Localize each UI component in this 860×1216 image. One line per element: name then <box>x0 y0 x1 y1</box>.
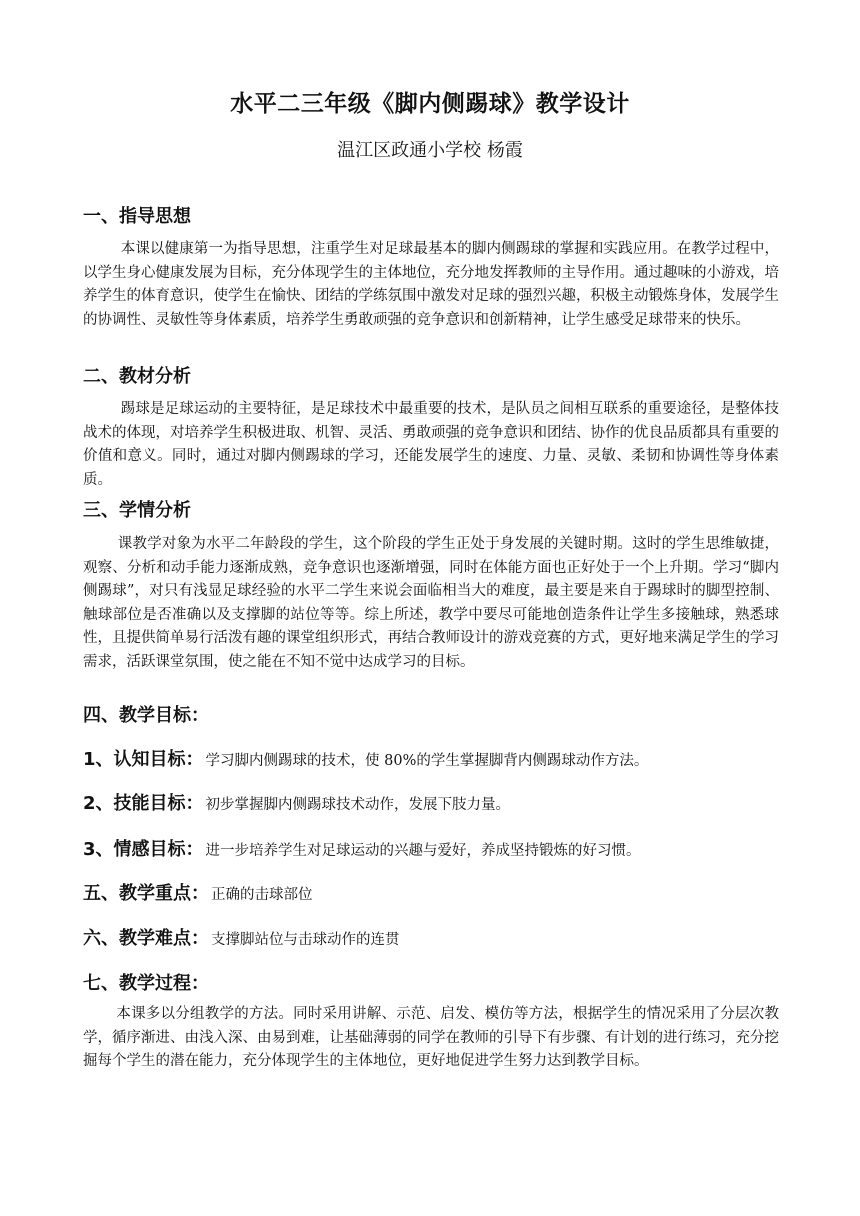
objective-skill-label: 2、技能目标： <box>83 793 204 814</box>
section-heading-material: 二、教材分析 <box>83 366 191 387</box>
section-heading-process: 七、教学过程： <box>83 973 209 994</box>
section-body-material: 踢球是足球运动的主要特征，是足球技术中最重要的技术，是队员之间相互联系的重要途径，是整体技战术的体现，对培养学生积极进取、机智、灵活、勇敢顽强的竞争意识和团结、协作的优良品质都具有重要的价值和意义。同时，通过对脚内侧踢球的学习，还能发展学生的速度、力量、灵敏、柔韧和协调性等身体素质。 <box>83 401 779 488</box>
section-heading-students: 三、学情分析 <box>83 500 191 521</box>
objective-skill <box>83 790 510 819</box>
document-title: 水平二三年级《脚内侧踢球》教学设计 <box>230 91 630 117</box>
teaching-difficulty <box>83 925 400 954</box>
objective-affective <box>83 836 641 865</box>
teaching-key-point <box>83 880 313 909</box>
objective-skill-text: 初步掌握脚内侧踢球技术动作，发展下肢力量。 <box>205 797 511 813</box>
section-body-guiding: 本课以健康第一为指导思想，注重学生对足球最基本的脚内侧踢球的掌握和实践应用。在教学过程中，以学生身心健康发展为目标，充分体现学生的主体地位，充分地发挥教师的主导作用。通过趣味的小游戏，培养学生的体育意识，使学生在愉快、团结的学练氛围中激发对足球的强烈兴趣，积极主动锻炼身体，发展学生的协调性、灵敏性等身体素质，培养学生勇敢顽强的竞争意识和创新精神，让学生感受足球带来的快乐。 <box>83 241 779 328</box>
teaching-difficulty-label: 六、教学难点： <box>83 928 209 949</box>
teaching-key-point-label: 五、教学重点： <box>83 883 209 904</box>
document-author: 温江区政通小学校 杨霞 <box>337 140 523 161</box>
objective-affective-text: 进一步培养学生对足球运动的兴趣与爱好，养成坚持锻炼的好习惯。 <box>205 843 641 859</box>
objective-cognitive-label: 1、认知目标： <box>83 749 204 770</box>
teaching-key-point-text: 正确的击球部位 <box>211 887 313 903</box>
teaching-difficulty-text: 支撑脚站位与击球动作的连贯 <box>211 932 400 948</box>
section-body-process: 本课多以分组教学的方法。同时采用讲解、示范、启发、模仿等方法，根据学生的情况采用了分层次教学，循序渐进、由浅入深、由易到难，让基础薄弱的同学在教师的引导下有步骤、有计划的进行练习，充分挖掘每个学生的潜在能力，充分体现学生的主体地位，更好地促进学生努力达到教学目标。 <box>83 1006 779 1070</box>
section-heading-guiding: 一、指导思想 <box>83 206 191 227</box>
section-body-students: 课教学对象为水平二年龄段的学生，这个阶段的学生正处于身发展的关键时期。这时的学生思维敏捷，观察、分析和动手能力逐渐成熟，竞争意识也逐渐增强，同时在体能方面也正好处于一个上升期。学习“脚内侧踢球”，对只有浅显足球经验的水平二学生来说会面临相当大的难度，最主要是来自于踢球时的脚型控制、触球部位是否准确以及支撑脚的站位等等。综上所述，教学中要尽可能地创造条件让学生多接触球，熟悉球性，且提供简单易行活泼有趣的课堂组织形式，再结合教师设计的游戏竞赛的方式，更好地来满足学生的学习需求，活跃课堂氛围，使之能在不知不觉中达成学习的目标。 <box>83 536 779 670</box>
objective-affective-label: 3、情感目标： <box>83 839 204 860</box>
objective-cognitive-text: 学习脚内侧踢球的技术，使 80%的学生掌握脚背内侧踢球动作方法。 <box>205 753 649 769</box>
objective-cognitive <box>83 746 648 775</box>
section-heading-objectives: 四、教学目标： <box>83 705 209 726</box>
